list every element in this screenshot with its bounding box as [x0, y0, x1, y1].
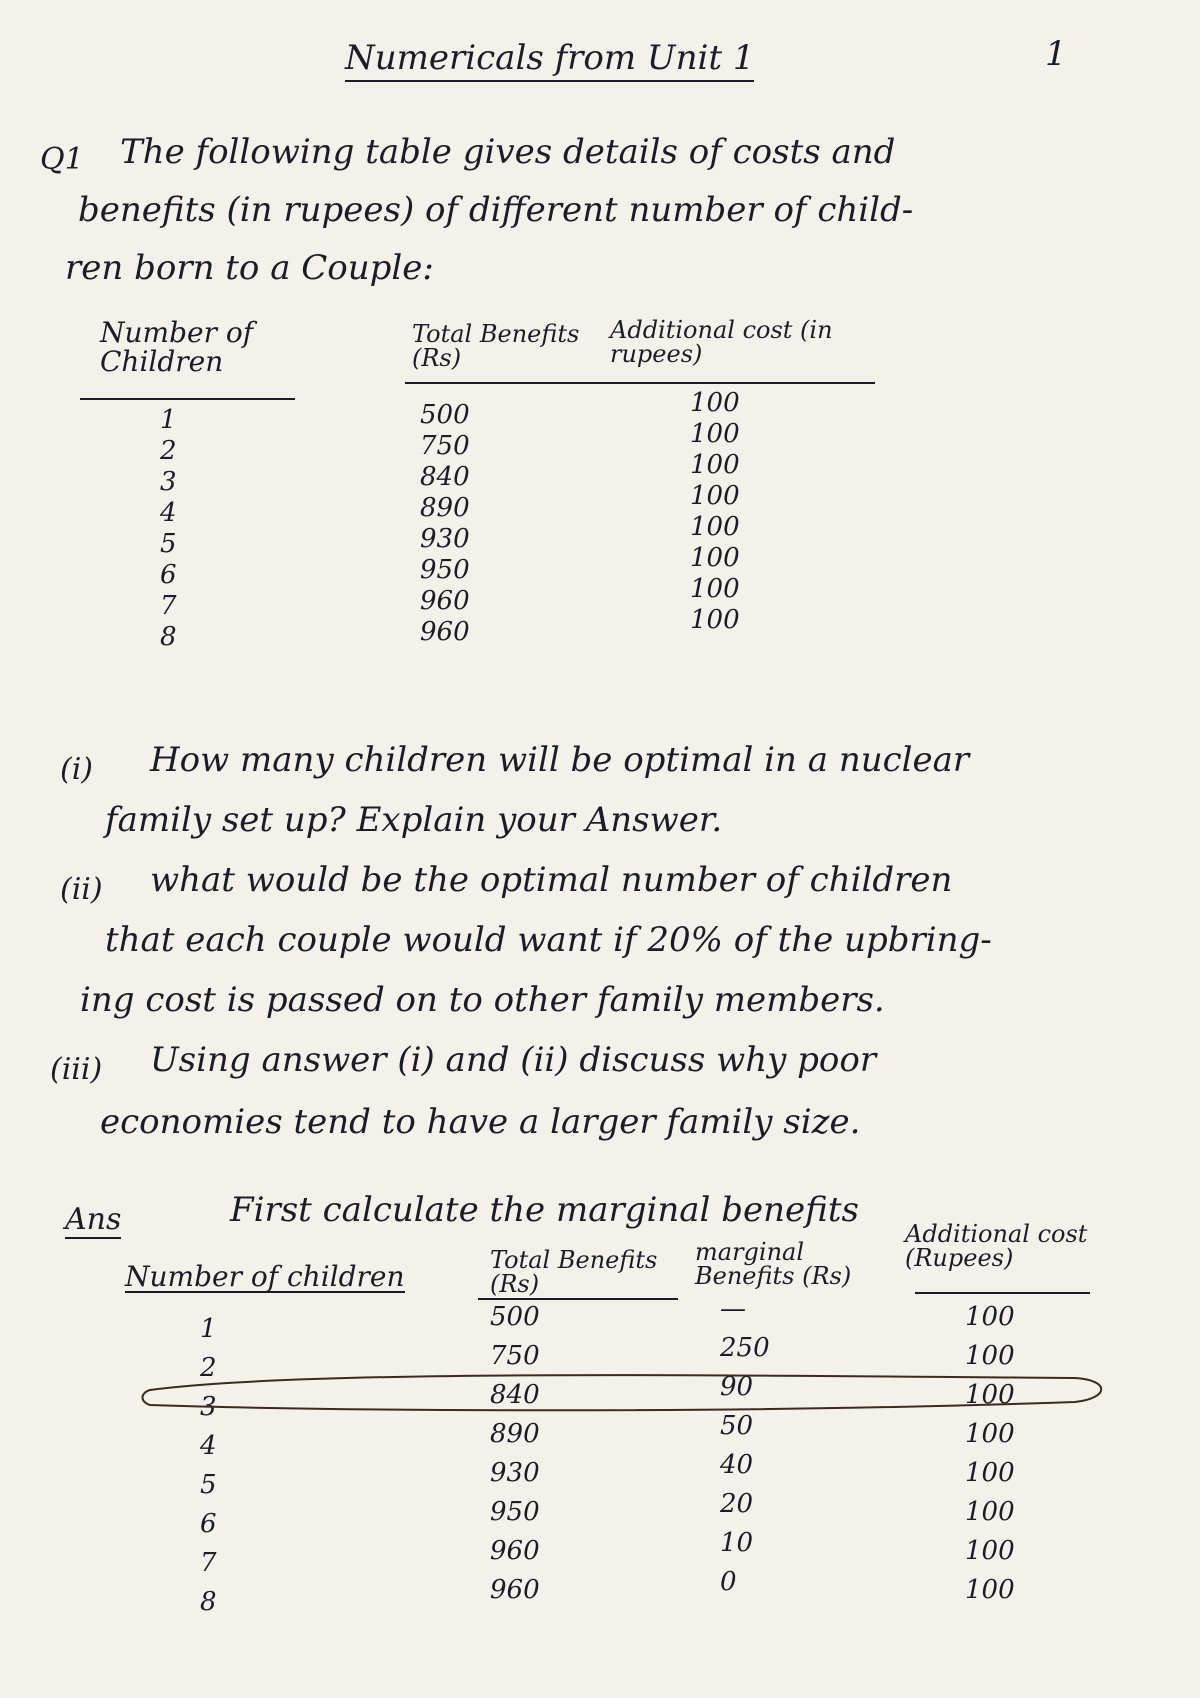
- question-label: Q1: [40, 142, 84, 177]
- table1-header-benefits: Total Benefits (Rs): [412, 320, 580, 372]
- table-cell: 90: [720, 1372, 754, 1402]
- table-cell: 840: [420, 462, 470, 492]
- table-cell: 100: [965, 1497, 1015, 1527]
- table-cell: 100: [690, 605, 740, 635]
- page-title: Numericals from Unit 1: [345, 38, 754, 82]
- table-cell: 960: [490, 1575, 540, 1605]
- table-cell: 6: [200, 1509, 217, 1539]
- table-cell: 100: [690, 574, 740, 604]
- table-cell: 100: [965, 1458, 1015, 1488]
- subquestion-line: what would be the optimal number of children: [150, 860, 953, 900]
- question-line: ren born to a Couple:: [65, 248, 434, 288]
- table-cell: 100: [690, 512, 740, 542]
- table-cell: 100: [690, 419, 740, 449]
- table-cell: 7: [200, 1548, 217, 1578]
- table-cell: 6: [160, 560, 177, 590]
- table-cell: 3: [200, 1392, 217, 1422]
- table-cell: 890: [490, 1419, 540, 1449]
- table-cell: 100: [965, 1419, 1015, 1449]
- subquestion-line: family set up? Explain your Answer.: [105, 800, 723, 840]
- table-cell: 2: [160, 436, 177, 466]
- subquestion-line: How many children will be optimal in a nuclear: [150, 740, 970, 780]
- table-cell: 500: [490, 1302, 540, 1332]
- table1-header-cost: Additional cost (in rupees): [610, 316, 833, 368]
- subquestion-line: economies tend to have a larger family size.: [100, 1102, 861, 1142]
- subquestion-label: (i): [60, 752, 94, 787]
- table-cell: 40: [720, 1450, 754, 1480]
- table-cell: 1: [200, 1314, 217, 1344]
- table-cell: 20: [720, 1489, 754, 1519]
- page-number: 1: [1045, 34, 1067, 74]
- answer-header-cost: Additional cost (Rupees): [905, 1220, 1088, 1272]
- table-cell: 3: [160, 467, 177, 497]
- question-line: The following table gives details of costs and: [120, 132, 896, 172]
- table-cell: 4: [160, 498, 177, 528]
- answer-label: Ans: [65, 1202, 122, 1237]
- subquestion-label: (iii): [50, 1052, 103, 1087]
- subquestion-label: (ii): [60, 872, 103, 907]
- table-cell: 8: [200, 1587, 217, 1617]
- table-cell: 960: [420, 586, 470, 616]
- table-cell: 960: [490, 1536, 540, 1566]
- table-cell: 960: [420, 617, 470, 647]
- subquestion-line: that each couple would want if 20% of the upbring-: [105, 920, 992, 960]
- table-cell: 100: [965, 1341, 1015, 1371]
- table-cell: 750: [490, 1341, 540, 1371]
- table-cell: 8: [160, 622, 177, 652]
- table-cell: 100: [690, 450, 740, 480]
- table-cell: 2: [200, 1353, 217, 1383]
- table-cell: 100: [690, 481, 740, 511]
- table-cell: 100: [965, 1575, 1015, 1605]
- table-cell: 5: [160, 529, 177, 559]
- table-cell: 500: [420, 400, 470, 430]
- table-cell: 100: [690, 388, 740, 418]
- table-cell: 950: [420, 555, 470, 585]
- table-cell: 250: [720, 1333, 770, 1363]
- table-cell: 930: [490, 1458, 540, 1488]
- table-cell: 750: [420, 431, 470, 461]
- answer-intro: First calculate the marginal benefits: [230, 1190, 859, 1230]
- table-cell: 930: [420, 524, 470, 554]
- table-cell: 950: [490, 1497, 540, 1527]
- answer-header-benefits: Total Benefits (Rs): [490, 1246, 658, 1298]
- table-cell: 7: [160, 591, 177, 621]
- table-cell: 100: [965, 1536, 1015, 1566]
- question-line: benefits (in rupees) of different number of child-: [78, 190, 914, 230]
- table-cell: 50: [720, 1411, 754, 1441]
- table-cell: 840: [490, 1380, 540, 1410]
- answer-header-children: Number of children: [125, 1260, 405, 1293]
- table1-header-children: Number of Children: [100, 316, 254, 379]
- table-cell: 0: [720, 1567, 737, 1597]
- table-cell: 890: [420, 493, 470, 523]
- table-cell: 100: [690, 543, 740, 573]
- table-cell: 100: [965, 1380, 1015, 1410]
- table-cell: 4: [200, 1431, 217, 1461]
- subquestion-line: ing cost is passed on to other family members.: [80, 980, 885, 1020]
- table-cell: 1: [160, 405, 177, 435]
- table-cell: 10: [720, 1528, 754, 1558]
- table-cell: 100: [965, 1302, 1015, 1332]
- table-cell: —: [720, 1294, 746, 1324]
- table-cell: 5: [200, 1470, 217, 1500]
- answer-header-marginal: marginal Benefits (Rs): [695, 1238, 852, 1290]
- subquestion-line: Using answer (i) and (ii) discuss why poor: [150, 1040, 877, 1080]
